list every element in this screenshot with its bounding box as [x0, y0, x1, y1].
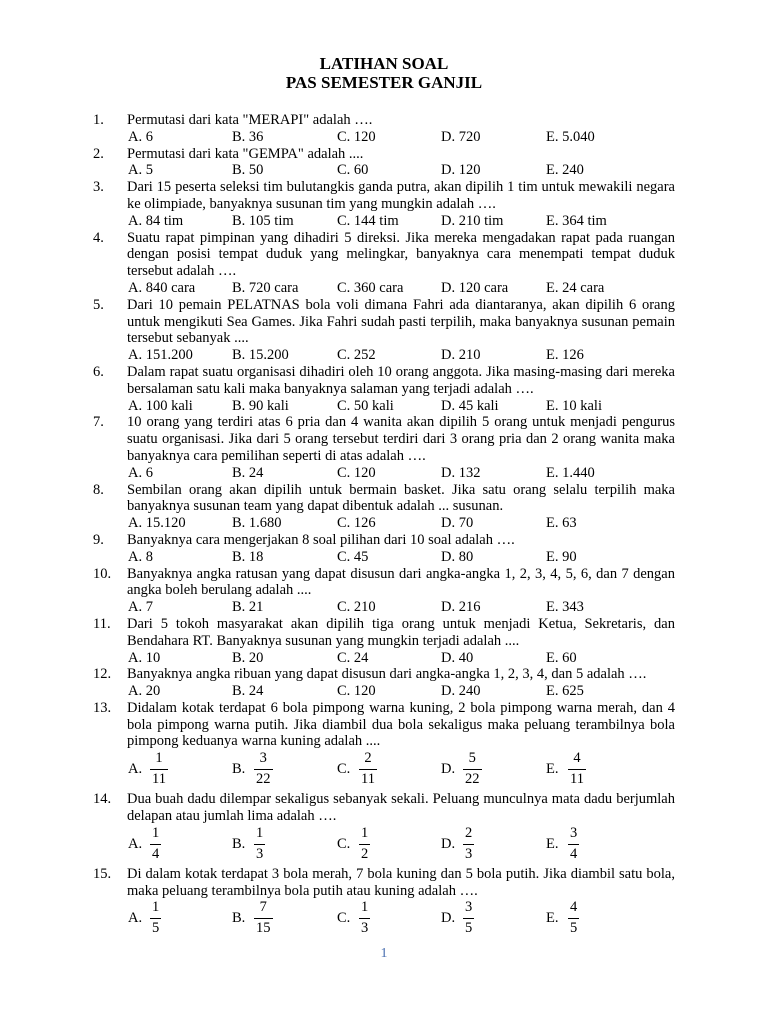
question-item	[0, 482, 768, 532]
answer-options	[0, 465, 768, 482]
answer-option: D. 80	[441, 548, 474, 565]
document-title: LATIHAN SOAL	[319, 54, 449, 73]
fraction-numerator: 4	[570, 899, 578, 916]
fraction-bar	[568, 769, 586, 770]
fraction-denominator: 3	[361, 920, 369, 937]
question-item	[0, 230, 768, 297]
option-letter: C.	[337, 835, 351, 852]
question-number: 5.	[93, 296, 104, 313]
question-text: Permutasi dari kata "GEMPA" adalah ....	[127, 145, 364, 162]
answer-option: E. 364 tim	[546, 212, 607, 229]
option-letter: E.	[546, 910, 559, 927]
fraction-bar	[463, 844, 474, 845]
answer-option: E. 60	[546, 649, 577, 666]
question-text: Dari 15 peserta seleksi tim bulutangkis ganda putra, akan dipilih 1 tim untuk mewakili negara ke olimpiade, banyaknya susunan tim yang mungkin adalah ….	[127, 179, 675, 212]
fraction	[254, 750, 273, 788]
fraction-bar	[254, 844, 265, 845]
question-number: 1.	[93, 112, 104, 128]
answer-option: B. 20	[232, 649, 264, 666]
answer-option: E. 1.440	[546, 464, 595, 481]
fraction-denominator: 22	[465, 771, 480, 788]
question-number: 4.	[93, 229, 104, 246]
answer-option: A. 100 kali	[128, 397, 193, 414]
fraction-denominator: 4	[152, 845, 160, 862]
fraction	[150, 750, 168, 788]
question-item	[0, 866, 768, 941]
question-number: 15.	[93, 865, 112, 882]
question-text: 10 orang yang terdiri atas 6 pria dan 4 wanita akan dipilih 5 orang untuk menjadi pengurus suatu organisasi. Jika dari 5 orang tersebut terdiri dari 3 orang pria dan 2 orang wanita maka banyaknya cara pemilihan seperti di atas adalah ….	[127, 414, 675, 464]
question-item	[0, 297, 768, 364]
question-number: 3.	[93, 179, 104, 196]
fraction-denominator: 4	[570, 845, 578, 862]
answer-option: C. 60	[337, 162, 369, 179]
option-letter: D.	[441, 910, 456, 927]
fraction-denominator: 3	[256, 845, 264, 862]
fraction-numerator: 1	[152, 899, 160, 916]
fraction	[254, 825, 265, 863]
question-number: 10.	[93, 565, 112, 582]
fraction-numerator: 3	[465, 899, 473, 916]
question-text: Didalam kotak terdapat 6 bola pimpong warna kuning, 2 bola pimpong warna merah, dan 4 bola pimpong warna putih. Jika diambil dua bola sekaligus maka peluang terambilnya bola pimpong keduanya warna kuning adalah ....	[127, 699, 675, 750]
question-text: Banyaknya angka ratusan yang dapat disusun dari angka-angka 1, 2, 3, 4, 5, 6, dan 7 dengan angka boleh berulang adalah ....	[127, 565, 675, 599]
question-item	[0, 566, 768, 616]
fraction	[150, 825, 161, 863]
option-letter: B.	[232, 835, 246, 852]
answer-options	[0, 650, 768, 667]
answer-option: E. 10 kali	[546, 397, 602, 414]
option-letter: E.	[546, 835, 559, 852]
answer-options	[0, 162, 768, 179]
fraction-numerator: 4	[573, 750, 581, 767]
answer-option: A. 15.120	[128, 515, 186, 532]
fraction-numerator: 2	[465, 824, 473, 841]
answer-option: D. 40	[441, 649, 474, 666]
answer-option: A. 7	[128, 599, 153, 616]
answer-options	[0, 515, 768, 532]
answer-option: E. 63	[546, 515, 577, 532]
question-item	[0, 179, 768, 229]
option-letter: A.	[128, 761, 143, 778]
answer-option: C. 360 cara	[337, 279, 404, 296]
answer-option: D. 45 kali	[441, 397, 499, 414]
answer-option: A. 84 tim	[128, 212, 184, 229]
answer-option: E. 126	[546, 347, 584, 364]
fraction	[359, 750, 377, 788]
fraction-numerator: 1	[361, 824, 369, 841]
question-item	[0, 112, 768, 146]
answer-option: D. 210 tim	[441, 212, 504, 229]
fraction-bar	[463, 918, 474, 919]
answer-option: E. 5.040	[546, 128, 595, 145]
fraction-numerator: 3	[570, 824, 578, 841]
option-letter: C.	[337, 761, 351, 778]
question-text: Sembilan orang akan dipilih untuk bermain basket. Jika satu orang selalu terpilih maka banyaknya susunan team yang dapat dibentuk adalah ... susunan.	[127, 481, 675, 515]
answer-option: B. 24	[232, 464, 264, 481]
answer-option: C. 120	[337, 128, 376, 145]
answer-options	[0, 750, 768, 791]
fraction-numerator: 1	[256, 824, 264, 841]
answer-option: B. 15.200	[232, 347, 289, 364]
option-letter: D.	[441, 761, 456, 778]
fraction-numerator: 2	[364, 750, 372, 767]
fraction-denominator: 11	[152, 771, 166, 788]
question-number: 13.	[93, 699, 112, 716]
fraction-numerator: 1	[152, 824, 160, 841]
fraction-bar	[150, 844, 161, 845]
question-item	[0, 414, 768, 481]
question-item	[0, 532, 768, 566]
document-subtitle: PAS SEMESTER GANJIL	[285, 73, 483, 92]
fraction-denominator: 22	[256, 771, 271, 788]
question-number: 14.	[93, 791, 112, 808]
answer-option: C. 252	[337, 347, 376, 364]
fraction	[463, 825, 474, 863]
fraction-denominator: 5	[570, 920, 578, 937]
answer-option: A. 151.200	[128, 347, 193, 364]
answer-options	[0, 683, 768, 700]
answer-options	[0, 899, 768, 940]
answer-option: D. 132	[441, 464, 481, 481]
page-number: 1	[380, 946, 388, 961]
answer-option: E. 90	[546, 548, 577, 565]
answer-option: D. 216	[441, 599, 481, 616]
question-text: Dalam rapat suatu organisasi dihadiri oleh 10 orang anggota. Jika masing-masing dari mereka bersalaman satu kali maka banyaknya salaman yang terjadi adalah ….	[127, 363, 675, 397]
fraction-numerator: 3	[259, 750, 267, 767]
fraction	[150, 899, 161, 937]
question-text: Suatu rapat pimpinan yang dihadiri 5 direksi. Jika mereka mengadakan rapat pada ruangan dengan posisi tempat duduk yang melingkar, banyaknya cara menempati tempat duduk tersebut adalah ….	[127, 229, 675, 280]
answer-option: C. 126	[337, 515, 376, 532]
fraction-denominator: 15	[256, 920, 271, 937]
question-number: 2.	[93, 145, 104, 162]
answer-option: D. 210	[441, 347, 481, 364]
fraction	[254, 899, 273, 937]
answer-options	[0, 213, 768, 230]
answer-option: A. 840 cara	[128, 279, 196, 296]
question-item	[0, 146, 768, 180]
fraction-bar	[150, 769, 168, 770]
answer-option: D. 120	[441, 162, 481, 179]
option-letter: A.	[128, 835, 143, 852]
fraction-numerator: 1	[361, 899, 369, 916]
answer-option: B. 21	[232, 599, 264, 616]
answer-option: D. 120 cara	[441, 279, 509, 296]
answer-option: E. 24 cara	[546, 279, 605, 296]
answer-option: D. 70	[441, 515, 474, 532]
fraction-bar	[359, 918, 370, 919]
question-text: Di dalam kotak terdapat 3 bola merah, 7 bola kuning dan 5 bola putih. Jika diambil satu bola, maka peluang terambilnya bola putih atau kuning adalah ….	[127, 865, 675, 899]
fraction-denominator: 5	[465, 920, 473, 937]
fraction-bar	[359, 769, 377, 770]
answer-option: A. 10	[128, 649, 161, 666]
answer-option: A. 6	[128, 128, 153, 145]
answer-option: B. 50	[232, 162, 264, 179]
answer-option: A. 6	[128, 464, 153, 481]
question-number: 11.	[93, 615, 111, 632]
answer-option: A. 5	[128, 162, 153, 179]
question-item	[0, 700, 768, 791]
answer-option: A. 8	[128, 548, 153, 565]
answer-options	[0, 280, 768, 297]
question-text: Dua buah dadu dilempar sekaligus sebanyak sekali. Peluang munculnya mata dadu berjumlah delapan atau jumlah lima adalah ….	[127, 791, 675, 825]
question-text: Dari 10 pemain PELATNAS bola voli dimana Fahri ada diantaranya, akan dipilih 6 orang untuk mengikuti Sea Games. Jika Fahri sudah pasti terpilih, maka banyaknya susunan pemain tersebut sebanyak ....	[127, 296, 675, 347]
question-item	[0, 364, 768, 414]
question-text: Banyaknya cara mengerjakan 8 soal pilihan dari 10 soal adalah ….	[127, 531, 515, 548]
fraction-bar	[150, 918, 161, 919]
answer-option: C. 50 kali	[337, 397, 394, 414]
fraction-numerator: 1	[155, 750, 163, 767]
question-number: 9.	[93, 531, 104, 548]
fraction	[568, 899, 579, 937]
question-list	[0, 112, 768, 940]
answer-option: B. 18	[232, 548, 264, 565]
answer-option: B. 720 cara	[232, 279, 299, 296]
answer-option: B. 24	[232, 683, 264, 700]
answer-option: E. 625	[546, 683, 584, 700]
option-letter: C.	[337, 910, 351, 927]
fraction-bar	[568, 844, 579, 845]
answer-options	[0, 129, 768, 146]
fraction-bar	[254, 769, 273, 770]
fraction	[568, 750, 586, 788]
fraction-denominator: 11	[570, 771, 584, 788]
answer-option: D. 720	[441, 128, 481, 145]
option-letter: B.	[232, 910, 246, 927]
answer-option: B. 105 tim	[232, 212, 294, 229]
question-text: Dari 5 tokoh masyarakat akan dipilih tiga orang untuk menjadi Ketua, Sekretaris, dan Bendahara RT. Banyaknya susunan yang mungkin terjadi adalah ....	[127, 615, 675, 649]
option-letter: B.	[232, 761, 246, 778]
question-number: 6.	[93, 363, 104, 380]
answer-option: E. 343	[546, 599, 584, 616]
fraction-denominator: 11	[361, 771, 375, 788]
fraction	[463, 899, 474, 937]
answer-option: D. 240	[441, 683, 481, 700]
answer-option: C. 120	[337, 464, 376, 481]
fraction	[359, 825, 370, 863]
answer-option: C. 120	[337, 683, 376, 700]
answer-options	[0, 347, 768, 364]
question-text: Permutasi dari kata "MERAPI" adalah ….	[127, 112, 373, 128]
fraction-denominator: 5	[152, 920, 160, 937]
answer-options	[0, 398, 768, 415]
question-number: 8.	[93, 481, 104, 498]
answer-option: C. 24	[337, 649, 369, 666]
answer-option: A. 20	[128, 683, 161, 700]
answer-option: B. 90 kali	[232, 397, 289, 414]
fraction-bar	[463, 769, 482, 770]
answer-option: E. 240	[546, 162, 584, 179]
fraction-denominator: 3	[465, 845, 473, 862]
fraction-numerator: 5	[468, 750, 476, 767]
option-letter: E.	[546, 761, 559, 778]
answer-options	[0, 825, 768, 866]
question-item	[0, 791, 768, 866]
question-text: Banyaknya angka ribuan yang dapat disusun dari angka-angka 1, 2, 3, 4, dan 5 adalah ….	[127, 666, 647, 683]
option-letter: A.	[128, 910, 143, 927]
fraction-numerator: 7	[259, 899, 267, 916]
fraction-bar	[254, 918, 273, 919]
fraction-denominator: 2	[361, 845, 369, 862]
fraction	[568, 825, 579, 863]
answer-option: C. 144 tim	[337, 212, 399, 229]
fraction-bar	[568, 918, 579, 919]
fraction-bar	[359, 844, 370, 845]
question-number: 12.	[93, 666, 112, 683]
option-letter: D.	[441, 835, 456, 852]
answer-option: C. 210	[337, 599, 376, 616]
fraction	[359, 899, 370, 937]
answer-option: B. 36	[232, 128, 264, 145]
answer-options	[0, 549, 768, 566]
answer-options	[0, 599, 768, 616]
question-item	[0, 666, 768, 700]
question-number: 7.	[93, 414, 104, 431]
question-item	[0, 616, 768, 666]
fraction	[463, 750, 482, 788]
answer-option: B. 1.680	[232, 515, 282, 532]
answer-option: C. 45	[337, 548, 369, 565]
